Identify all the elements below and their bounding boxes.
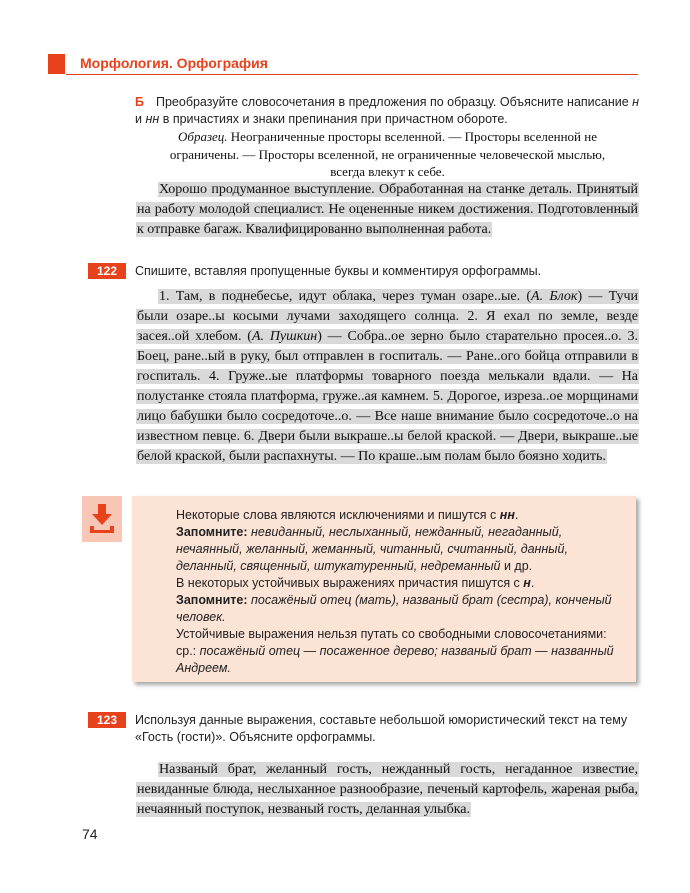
exercise-123-number: 123	[88, 712, 126, 728]
text-part: 1. Там, в поднебесье, идут облака, через туман озаре..ые. (	[159, 289, 532, 304]
exercise-123-instruction: Используя данные выражения, составьте небольшой юмористический текст на тему «Гость (гости)». Объясните орфограммы.	[135, 713, 628, 744]
section-b-letter: Б	[135, 95, 144, 109]
letter-n: н	[632, 95, 640, 109]
note-comparison: посажёный отец — посаженное дерево; названый брат — названный Андреем.	[176, 644, 614, 675]
sample-block	[165, 128, 610, 181]
chapter-title: Морфология. Орфография	[80, 55, 268, 71]
instruction-text: Преобразуйте словосочетания в предложения по образцу. Объясните написание	[155, 95, 633, 109]
expressions-text: Названый брат, желанный гость, нежданный гость, негаданное известие, невиданные блюда, неслыханное разнообразие, печеный картофель, жареная рыба, нечаянный поступок, незваный гость, деланная улыбка.	[137, 762, 638, 817]
author-blok: А. Блок	[531, 289, 578, 304]
note-exception-words: невиданный, неслыханный, нежданный, негаданный, нечаянный, желанный, жеманный, читанный, считанный, данный, деланный, священный, штукатуренный, недреманный	[176, 525, 568, 573]
section-b-instruction	[135, 94, 640, 128]
page-number: 74	[82, 826, 98, 842]
author-pushkin: А. Пушкин	[251, 329, 318, 344]
text-part: ) — Тучи были озаре..ы косыми лучами заходящего солнца. 2. Я ехал по земле, везде засея..ой хлебом. (	[137, 289, 638, 344]
note-line: Устойчивые выражения нельзя путать со свободными словосочетаниями: ср.:	[176, 627, 607, 658]
note-period: .	[514, 508, 519, 522]
note-period: .	[530, 576, 535, 590]
exercise-122-instruction: Спишите, вставляя пропущенные буквы и комментируя орфограммы.	[135, 264, 542, 278]
task-text: Хорошо продуманное выступление. Обработанная на станке деталь. Принятый на работу молодой специалист. Не оцененные никем достижения. Подготовленный к отправке багаж. Квалифицированно выполненная работа.	[137, 182, 638, 237]
rule-note-text	[176, 507, 626, 677]
letter-nn: нн	[145, 112, 160, 126]
exercise-122-text	[136, 287, 639, 467]
conjunction: и	[135, 112, 146, 126]
exercise-123-text	[136, 760, 639, 820]
header-divider	[66, 74, 638, 75]
header-accent-bar	[48, 54, 65, 74]
exercise-122-number: 122	[88, 263, 126, 279]
note-nn: нн	[499, 508, 515, 522]
note-etc: и др.	[500, 559, 533, 573]
text-part: ) — Собра..ое зерно было старательно просея..о. 3. Боец, ране..ый в руку, был отправлен в госпиталь. — Ране..ого бойца отправили в госпиталь. 4. Груже..ые платформы товарного поезда мелькали вдали. — На полустанке стояла платформа, груже..ая камнем. 5. Дорогое, изреза..ое морщинами лицо бабушки было сосредоточе..о. — Все наше внимание было сосредоточе..о на известном певце. 6. Двери были выкраше..ы белой краской. — Двери, выкраше..ые белой краской, были распахнуты. — По краше..ым полам было боязно ходить.	[137, 329, 638, 464]
instruction-text-end: в причастиях и знаки препинания при причастном обороте.	[159, 112, 508, 126]
note-line: Некоторые слова являются исключениями и пишутся с	[176, 508, 500, 522]
note-n: н	[523, 576, 531, 590]
section-b-task-text	[136, 180, 639, 240]
note-idioms: посажёный отец (мать), названый брат (сестра), конченый человек.	[176, 593, 612, 624]
download-rule-icon	[82, 496, 122, 542]
note-remember-label: Запомните:	[176, 593, 248, 607]
sample-text: Неограниченные просторы вселенной. — Просторы вселенной не ограничены. — Просторы вселенной, не ограниченные человеческой мыслью, всегда влекут к себе.	[169, 129, 606, 179]
note-line: В некоторых устойчивых выражениях причастия пишутся с	[176, 576, 524, 590]
note-remember-label: Запомните:	[176, 525, 248, 539]
sample-label: Образец.	[178, 129, 228, 144]
